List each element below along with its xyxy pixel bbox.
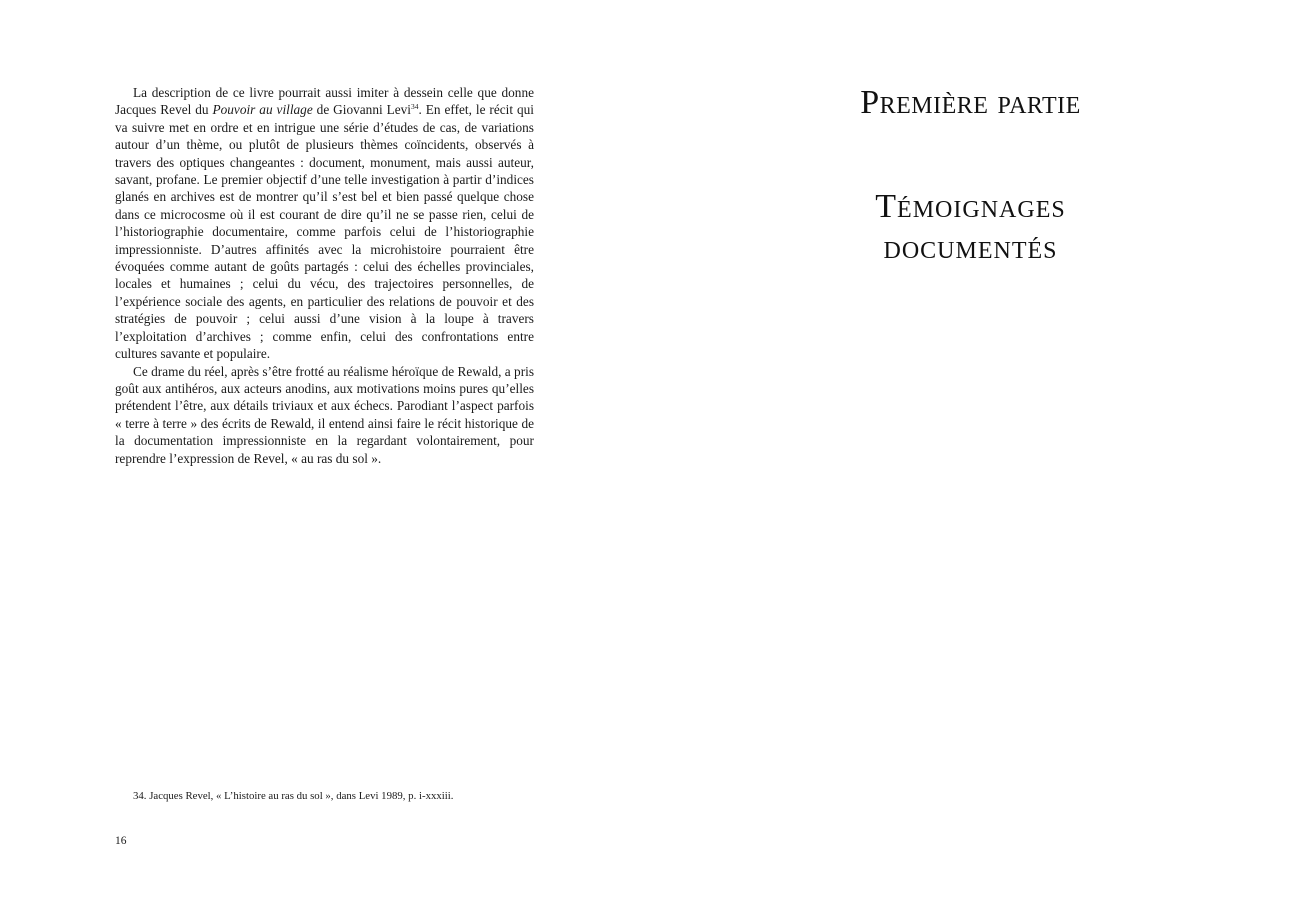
- part-subtitle: [647, 186, 1294, 268]
- paragraph-1: [115, 84, 534, 363]
- footnote: 34. Jacques Revel, « L’histoire au ras du sol », dans Levi 1989, p. i-xxxiii.: [133, 790, 454, 802]
- book-title-italic: Pouvoir au village: [212, 102, 313, 118]
- paragraph-2: Ce drame du réel, après s’être frotté au réalisme héroïque de Rewald, a pris goût aux antihéros, aux acteurs anodins, aux motivations moins pures qu’elles prétendent l’être, aux détails triviaux et aux échecs. Parodiant l’aspect parfois « terre à terre » des écrits de Rewald, il entend ainsi faire le récit historique de la documentation impressionniste en la regardant volontairement, pour reprendre l’expression de Revel, « au ras du sol ».: [115, 363, 534, 466]
- right-page: [647, 0, 1294, 913]
- part-subtitle-line-1: Témoignages: [875, 188, 1066, 225]
- paragraph-1-start: La description de ce livre pourrait aussi imiter à dessein celle que donne Jacques Revel du: [115, 85, 534, 118]
- page-number: 16: [115, 835, 127, 847]
- part-subtitle-line-2: documentés: [883, 229, 1058, 266]
- part-title: Première partie: [860, 84, 1081, 121]
- paragraph-1-mid: de Giovanni Levi: [312, 102, 411, 118]
- body-text: [115, 84, 534, 467]
- paragraph-1-end: . En effet, le récit qui va suivre met en ordre et en intrigue une série d’études de cas, de variations autour d’un thème, ou plutôt de plusieurs thèmes coïncidents, observés à travers des optiques changeantes : document, monument, mais aussi auteur, savant, profane. Le premier objectif d’une telle investigation à partir d’indices glanés en archives est de montrer qu’il s’est bel et bien passé quelque chose dans ce microcosme où il est courant de dire qu’il ne se passe rien, celui de l’historiographie documentaire, comme parfois celui de l’historiographie impressionniste. D’autres affinités avec la microhistoire pourraient être évoquées comme autant de goûts partagés : celui des échelles provinciales, locales et humaines ; celui du vécu, des trajectoires personnelles, de l’expérience sociale des agents, en particulier des relations de pouvoir et des stratégies de pouvoir ; celui aussi d’une vision à la loupe à travers l’exploitation d’archives ; comme enfin, celui des confrontations entre cultures savante et populaire.: [115, 102, 534, 362]
- footnote-reference[interactable]: 34: [411, 102, 419, 112]
